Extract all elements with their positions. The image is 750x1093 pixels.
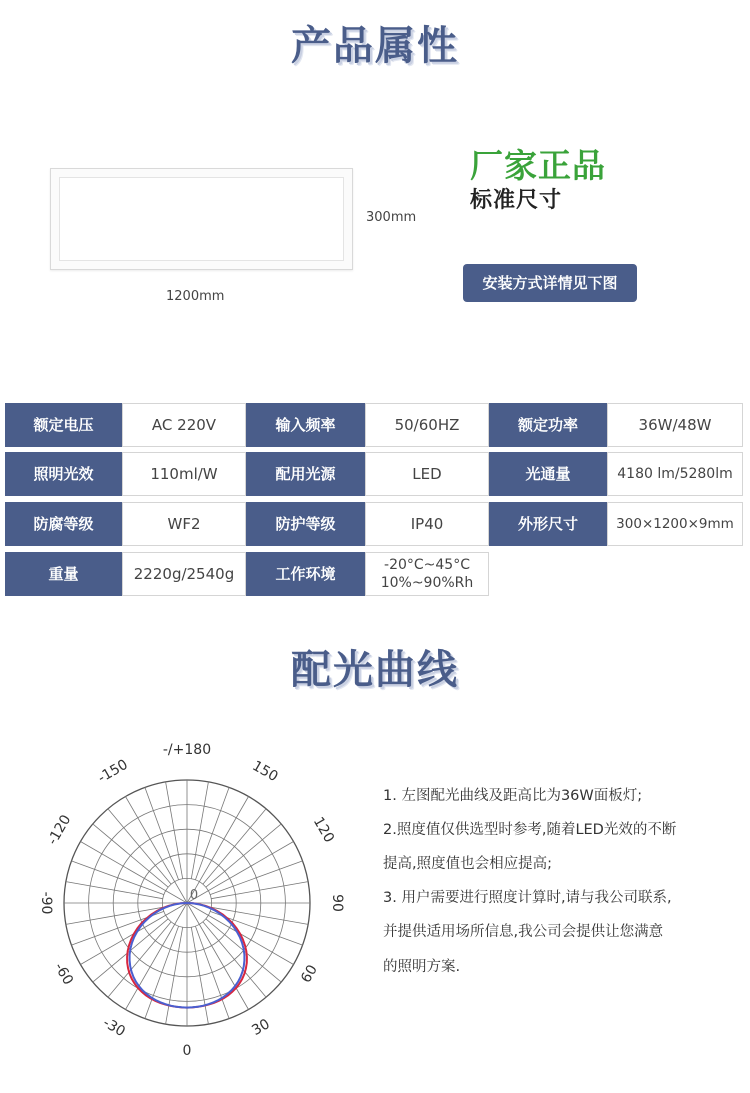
polar-spoke	[211, 882, 308, 899]
spec-value-working-environment	[365, 552, 489, 596]
spec-label-input-frequency: 输入频率	[246, 403, 365, 447]
note-line-5: 并提供适用场所信息,我公司会提供让您满意	[383, 924, 664, 940]
angle-label-150: 150	[249, 757, 281, 786]
spec-label-rated-power: 额定功率	[489, 403, 607, 447]
angle-label-120: 120	[309, 814, 338, 846]
spec-label-luminous-flux: 光通量	[489, 452, 607, 496]
polar-spoke	[166, 927, 183, 1024]
spec-value-luminous-efficacy: 110ml/W	[122, 452, 246, 496]
angle-label-minus-60: -60	[50, 960, 77, 988]
angle-label-180: -/+180	[162, 742, 212, 758]
spec-label-working-environment: 工作环境	[246, 552, 365, 596]
angle-label-60: 60	[298, 962, 321, 986]
spec-value-humidity: 10%~90%Rh	[380, 575, 474, 591]
spec-value-input-frequency: 50/60HZ	[365, 403, 489, 447]
panel-light-inner	[59, 177, 344, 261]
note-line-3: 提高,照度值也会相应提高;	[383, 856, 552, 872]
spec-label-weight: 重量	[5, 552, 122, 596]
angle-label-minus-30: -30	[100, 1014, 128, 1041]
panel-light-image	[50, 168, 353, 270]
polar-spoke	[145, 787, 179, 880]
angle-label-0-bottom: 0	[182, 1043, 192, 1059]
spec-value-protection-grade: IP40	[365, 502, 489, 546]
note-line-4: 3. 用户需要进行照度计算时,请与我公司联系,	[383, 890, 672, 906]
polar-spoke	[195, 787, 229, 880]
angle-label-minus-90: -90	[38, 891, 54, 915]
polar-spoke	[195, 926, 229, 1019]
angle-label-minus-150: -150	[95, 756, 131, 787]
polar-spoke	[210, 861, 303, 895]
angle-label-minus-120: -120	[44, 812, 75, 848]
polar-spoke	[191, 782, 208, 879]
standard-size-label: 标准尺寸	[470, 188, 563, 213]
spec-label-rated-voltage: 额定电压	[5, 403, 122, 447]
spec-label-corrosion-grade: 防腐等级	[5, 502, 122, 546]
spec-value-luminous-flux: 4180 lm/5280lm	[607, 452, 743, 496]
brand-slogan: 厂家正品	[470, 146, 606, 185]
spec-label-protection-grade: 防护等级	[246, 502, 365, 546]
polar-spoke	[71, 861, 163, 895]
spec-label-luminous-efficacy: 照明光效	[5, 452, 122, 496]
polar-spoke	[145, 926, 179, 1019]
spec-label-light-source: 配用光源	[246, 452, 365, 496]
spec-value-corrosion-grade: WF2	[122, 502, 246, 546]
section-title-attributes: 产品属性	[291, 23, 459, 69]
spec-value-rated-power: 36W/48W	[607, 403, 743, 447]
section-title-light-curve: 配光曲线	[291, 647, 459, 693]
width-dimension-label: 1200mm	[166, 289, 225, 304]
center-value-label: 0	[189, 888, 199, 903]
install-details-button[interactable]: 安装方式详情见下图	[463, 264, 637, 302]
polar-spoke	[66, 882, 163, 899]
spec-value-weight: 2220g/2540g	[122, 552, 246, 596]
spec-value-temperature: -20°C~45°C	[384, 557, 470, 573]
spec-label-dimensions: 外形尺寸	[489, 502, 607, 546]
note-line-2: 2.照度值仅供选型时参考,随着LED光效的不断	[383, 822, 677, 838]
spec-value-rated-voltage: AC 220V	[122, 403, 246, 447]
height-dimension-label: 300mm	[366, 210, 417, 225]
angle-label-90: 90	[329, 894, 345, 912]
polar-spoke	[166, 782, 183, 879]
polar-spoke	[191, 927, 208, 1024]
note-line-6: 的照明方案.	[383, 959, 461, 975]
spec-value-light-source: LED	[365, 452, 489, 496]
spec-value-dimensions: 300×1200×9mm	[607, 502, 743, 546]
light-distribution-polar-diagram	[30, 740, 350, 1070]
note-line-1: 1. 左图配光曲线及距高比为36W面板灯;	[383, 788, 643, 804]
angle-label-30: 30	[249, 1016, 273, 1039]
